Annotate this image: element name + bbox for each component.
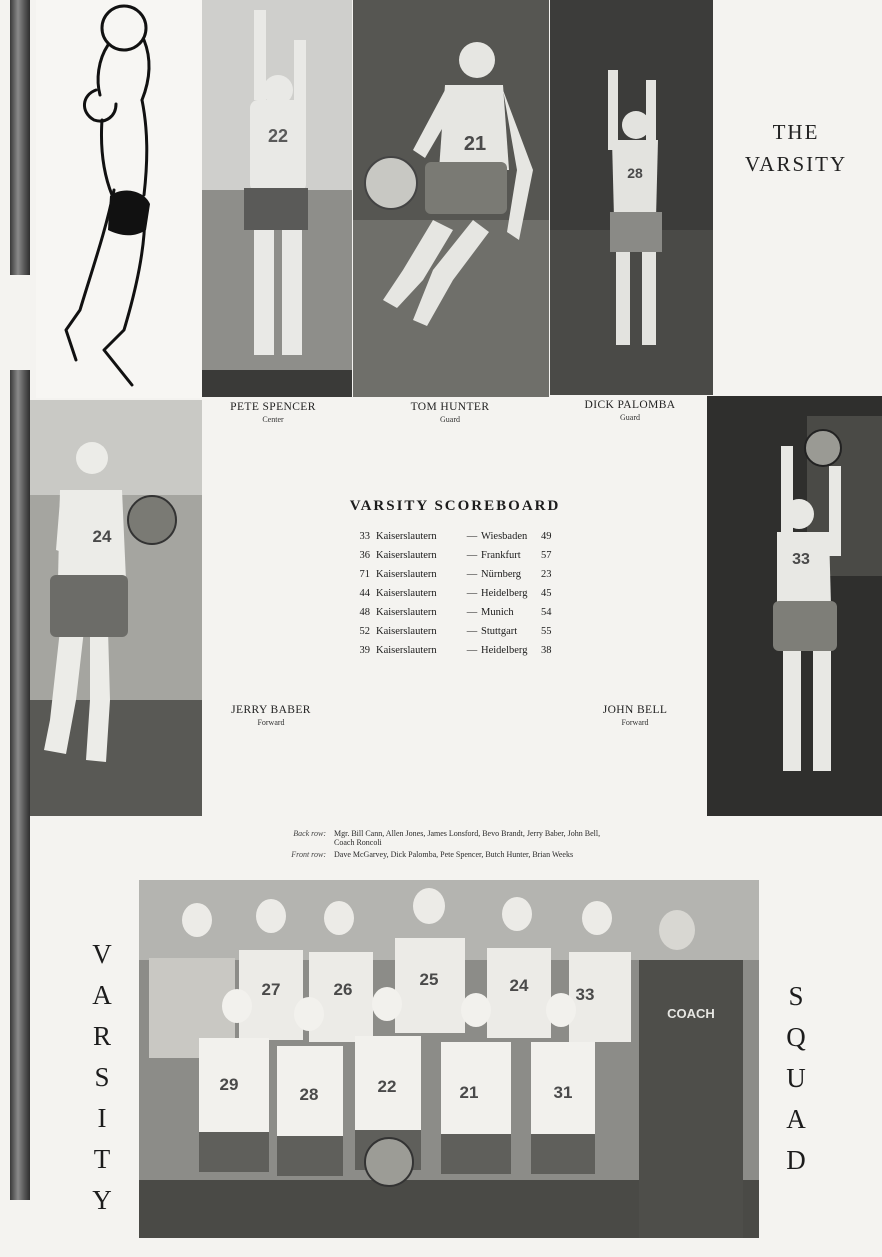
jersey-number-29: 29 [219,1075,239,1094]
jersey-number-28: 28 [299,1085,319,1104]
vertical-letter: D [786,1145,806,1175]
jersey-number-21: 21 [459,1083,479,1102]
opponent-team: Nürnberg [481,569,522,580]
score-row [340,603,570,622]
opponent-team: Heidelberg [481,588,528,599]
home-team: Kaiserslautern [376,607,437,618]
jersey-number-22: 22 [377,1077,397,1096]
player-name: TOM HUNTER [410,401,490,413]
opponent-score: 49 [541,531,552,542]
home-team: Kaiserslautern [376,626,437,637]
varsity-scoreboard [340,498,570,660]
score-separator: — [466,645,478,656]
vertical-letter: I [97,1103,107,1133]
scoreboard-title: VARSITY SCOREBOARD [349,498,561,514]
player-name: JERRY BABER [231,704,311,716]
player-sketch-drawing [36,0,202,398]
jersey-number-24: 24 [92,527,112,546]
vertical-letter: A [786,1104,806,1134]
player-name: JOHN BELL [602,704,668,716]
score-row [340,584,570,603]
score-row [340,527,570,546]
player-name: PETE SPENCER [230,401,316,413]
home-team: Kaiserslautern [376,645,437,656]
photo-tom-hunter [353,0,549,397]
vertical-letter: S [788,981,804,1011]
photo-jerry-baber [30,400,202,816]
jersey-number-27: 27 [261,980,281,999]
caption-tom-hunter [380,401,520,424]
home-team: Kaiserslautern [376,569,437,580]
jersey-number-31: 31 [553,1083,573,1102]
home-score: 33 [359,531,370,542]
player-position: Forward [257,718,285,727]
opponent-team: Heidelberg [481,645,528,656]
roster-caption [270,829,610,862]
roster-front-row [270,850,610,859]
coach-jacket [639,960,743,1238]
coach-label: COACH [667,1006,715,1021]
home-score: 44 [359,588,370,599]
score-separator: — [466,626,478,637]
home-score: 36 [359,550,370,561]
player-position: Guard [620,413,640,422]
opponent-score: 23 [541,569,552,580]
player-position: Forward [621,718,649,727]
jersey-number-33: 33 [792,551,810,568]
jersey-number-24: 24 [509,976,529,995]
home-team: Kaiserslautern [376,588,437,599]
score-separator: — [466,531,478,542]
home-score: 71 [359,569,370,580]
roster-names: Dave McGarvey, Dick Palomba, Pete Spencer, Butch Hunter, Brian Weeks [334,850,574,859]
vertical-letter: R [92,1021,111,1051]
opponent-team: Frankfurt [481,550,521,561]
jersey-number-28: 28 [627,165,643,181]
score-row [340,546,570,565]
vertical-letter: S [94,1062,110,1092]
photo-john-bell [707,396,882,816]
vertical-letter: T [93,1144,111,1174]
roster-names: Mgr. Bill Cann, Allen Jones, James Lonsford, Bevo Brandt, Jerry Baber, John Bell, Coach Roncoli [334,829,601,847]
opponent-team: Wiesbaden [481,531,528,542]
score-row [340,565,570,584]
roster-label: Front row: [291,850,326,859]
vertical-text-left [82,934,122,1221]
jersey-number-33: 33 [575,985,595,1004]
caption-pete-spencer [203,401,343,424]
roster-label: Back row: [293,829,326,838]
basketball [365,1138,413,1186]
score-row [340,641,570,660]
opponent-team: Stuttgart [481,626,518,637]
heading-line1: THE [772,120,820,144]
score-row [340,622,570,641]
score-separator: — [466,550,478,561]
vertical-letter: A [92,980,112,1010]
player-position: Guard [440,415,460,424]
score-separator: — [466,607,478,618]
page-binding [10,0,30,1200]
vertical-text-right [776,976,816,1181]
home-score: 39 [359,645,370,656]
opponent-score: 45 [541,588,552,599]
opponent-score: 57 [541,550,552,561]
photo-pete-spencer [202,0,352,397]
vertical-letter: V [92,939,112,969]
heading-line2: VARSITY [744,152,848,176]
home-team: Kaiserslautern [376,550,437,561]
page-heading [740,116,852,180]
binding-gap [10,275,30,370]
score-separator: — [466,569,478,580]
caption-dick-palomba [560,399,700,422]
caption-jerry-baber [201,704,341,727]
jersey-number-21: 21 [463,133,487,155]
jersey-number-25: 25 [419,970,439,989]
jersey-number-26: 26 [333,980,353,999]
opponent-score: 38 [541,645,552,656]
photo-dick-palomba [550,0,713,395]
opponent-score: 55 [541,626,552,637]
roster-back-row [270,829,610,847]
caption-john-bell [565,704,705,727]
opponent-team: Munich [481,607,514,618]
score-separator: — [466,588,478,599]
vertical-letter: Y [92,1185,112,1215]
player-position: Center [262,415,284,424]
home-score: 48 [359,607,370,618]
opponent-score: 54 [541,607,552,618]
vertical-letter: Q [786,1022,806,1052]
home-team: Kaiserslautern [376,531,437,542]
vertical-letter: U [786,1063,806,1093]
jersey-number-22: 22 [267,126,289,146]
team-photo [139,880,759,1238]
player-name: DICK PALOMBA [584,399,676,411]
home-score: 52 [359,626,370,637]
